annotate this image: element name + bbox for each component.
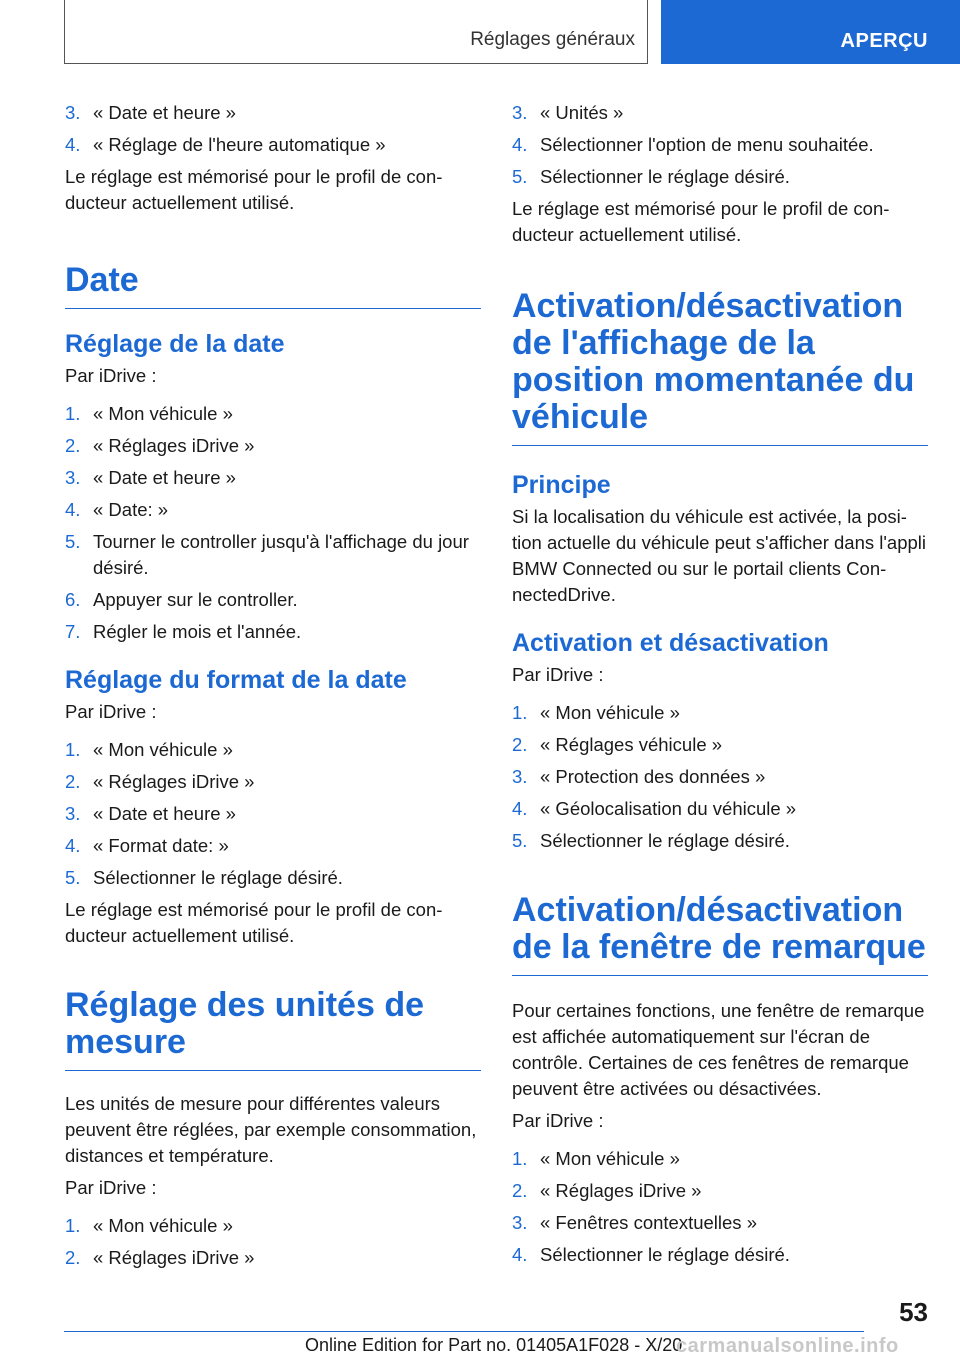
right-column [512,100,928,1274]
date-format-heading: Réglage du format de la date [65,666,407,694]
list-item-text: Sélectionner l'option de menu souhaitée. [540,134,874,155]
intro-steps-list [65,100,481,158]
list-item [512,1242,928,1268]
units-steps [65,1213,481,1271]
list-item-number: 2. [512,1180,528,1201]
list-item-number: 4. [512,134,528,155]
activation-via: Par iDrive : [512,664,604,685]
list-item-number: 6. [65,589,81,610]
apercu-tab[interactable] [661,0,960,64]
list-item-text: « Mon véhicule » [540,702,680,723]
list-item [512,132,928,158]
activation-heading: Activation et désactivation [512,629,829,657]
list-item-number: 1. [65,403,81,424]
list-item-text: Sélectionner le réglage désiré. [540,166,790,187]
list-item-text: « Date et heure » [93,102,236,123]
date-format-steps [65,737,481,891]
list-item [65,529,481,581]
list-item [65,769,481,795]
principle-para: Si la localisation du véhicule est activée, la position actuelle du véhicule peut s'afficher dans l'appli BMW Connected ou sur le portail clients ConnectedDrive. [512,506,926,605]
list-item-number: 4. [65,134,81,155]
list-item-text: « Date et heure » [93,467,236,488]
list-item-number: 2. [65,771,81,792]
position-heading: Activation/désactivation de l'affichage de la position momentanée du véhicule [512,288,928,446]
footer-edition: Online Edition for Part no. 01405A1F028 - X/20 [305,1335,683,1355]
list-item-text: Régler le mois et l'année. [93,621,302,642]
list-item-number: 2. [65,435,81,456]
list-item [512,1178,928,1204]
remark-heading: Activation/désactivation de la fenêtre de remarque [512,892,928,976]
list-item-number: 3. [512,102,528,123]
list-item-text: « Mon véhicule » [93,403,233,424]
list-item [65,1213,481,1239]
header-section-tab [64,0,648,64]
units-steps-continued [512,100,928,190]
units-heading: Réglage des unités de mesure [65,987,481,1071]
left-column [65,100,481,1277]
list-item [512,1210,928,1236]
list-item-number: 5. [65,531,81,552]
list-item [65,401,481,427]
list-item [65,737,481,763]
list-item [65,433,481,459]
list-item-number: 4. [512,798,528,819]
list-item [65,100,481,126]
list-item [65,865,481,891]
list-item [65,587,481,613]
list-item-text: « Fenêtres contextuelles » [540,1212,757,1233]
units-note: Le réglage est mémorisé pour le profil de conducteur actuellement utilisé. [512,198,890,245]
list-item [512,700,928,726]
remark-para: Pour certaines fonctions, une fenêtre de remarque est affichée automatiquement sur l'écran de contrôle. Certaines de ces fenêtres de remarque peuvent être activées ou désactivées. [512,1000,925,1099]
intro-note: Le réglage est mémorisé pour le profil de conducteur actuellement utilisé. [65,166,443,213]
list-item-text: « Réglages iDrive » [93,771,255,792]
remark-via: Par iDrive : [512,1110,604,1131]
date-heading: Date [65,262,481,309]
list-item-number: 1. [65,1215,81,1236]
list-item [512,828,928,854]
list-item-number: 3. [512,766,528,787]
list-item-number: 1. [65,739,81,760]
list-item-number: 4. [65,835,81,856]
list-item-text: Tourner le controller jusqu'à l'affichage du jour désiré. [93,531,469,578]
list-item-text: « Réglages iDrive » [93,435,255,456]
list-item-text: « Réglages véhicule » [540,734,723,755]
list-item-number: 4. [512,1244,528,1265]
list-item-number: 1. [512,702,528,723]
list-item-text: « Réglages iDrive » [93,1247,255,1268]
list-item-text: « Date et heure » [93,803,236,824]
list-item-text: « Format date: » [93,835,229,856]
list-item [512,732,928,758]
date-setting-heading: Réglage de la date [65,330,285,358]
list-item-text: « Date: » [93,499,169,520]
date-format-note: Le réglage est mémorisé pour le profil de conducteur actuellement utilisé. [65,899,443,946]
date-setting-via: Par iDrive : [65,365,157,386]
list-item [65,833,481,859]
list-item-number: 4. [65,499,81,520]
list-item-text: « Réglages iDrive » [540,1180,702,1201]
footer-divider [64,1331,864,1332]
list-item-text: « Mon véhicule » [93,739,233,760]
list-item-text: « Géolocalisation du véhicule » [540,798,797,819]
list-item-text: « Protection des données » [540,766,766,787]
list-item [65,132,481,158]
list-item [512,764,928,790]
units-via: Par iDrive : [65,1177,157,1198]
list-item [512,164,928,190]
list-item-number: 3. [65,102,81,123]
list-item-text: Sélectionner le réglage désiré. [93,867,343,888]
list-item-number: 5. [512,830,528,851]
list-item-text: Sélectionner le réglage désiré. [540,830,790,851]
list-item-number: 2. [512,734,528,755]
list-item-number: 3. [65,467,81,488]
list-item-text: « Mon véhicule » [93,1215,233,1236]
list-item-number: 7. [65,621,81,642]
date-setting-steps [65,401,481,645]
header-section-title: Réglages généraux [470,29,635,50]
apercu-tab-label: APERÇU [840,30,928,52]
remark-steps [512,1146,928,1268]
date-format-via: Par iDrive : [65,701,157,722]
list-item-text: Sélectionner le réglage désiré. [540,1244,790,1265]
watermark-logo: carmanualsonline.info [676,1335,899,1357]
list-item-text: « Mon véhicule » [540,1148,680,1169]
list-item-number: 5. [512,166,528,187]
activation-steps [512,700,928,854]
units-para: Les unités de mesure pour différentes valeurs peuvent être réglées, par exemple consommation, distances et température. [65,1093,477,1166]
list-item-number: 3. [512,1212,528,1233]
list-item-number: 5. [65,867,81,888]
list-item-number: 2. [65,1247,81,1268]
list-item [65,801,481,827]
page-number: 53 [899,1297,928,1327]
list-item [65,497,481,523]
list-item-number: 3. [65,803,81,824]
list-item-text: « Réglage de l'heure automatique » [93,134,386,155]
list-item [512,796,928,822]
list-item [65,619,481,645]
list-item-text: Appuyer sur le controller. [93,589,298,610]
list-item [512,100,928,126]
list-item [512,1146,928,1172]
list-item [65,1245,481,1271]
list-item [65,465,481,491]
list-item-number: 1. [512,1148,528,1169]
principle-heading: Principe [512,471,611,499]
list-item-text: « Unités » [540,102,624,123]
